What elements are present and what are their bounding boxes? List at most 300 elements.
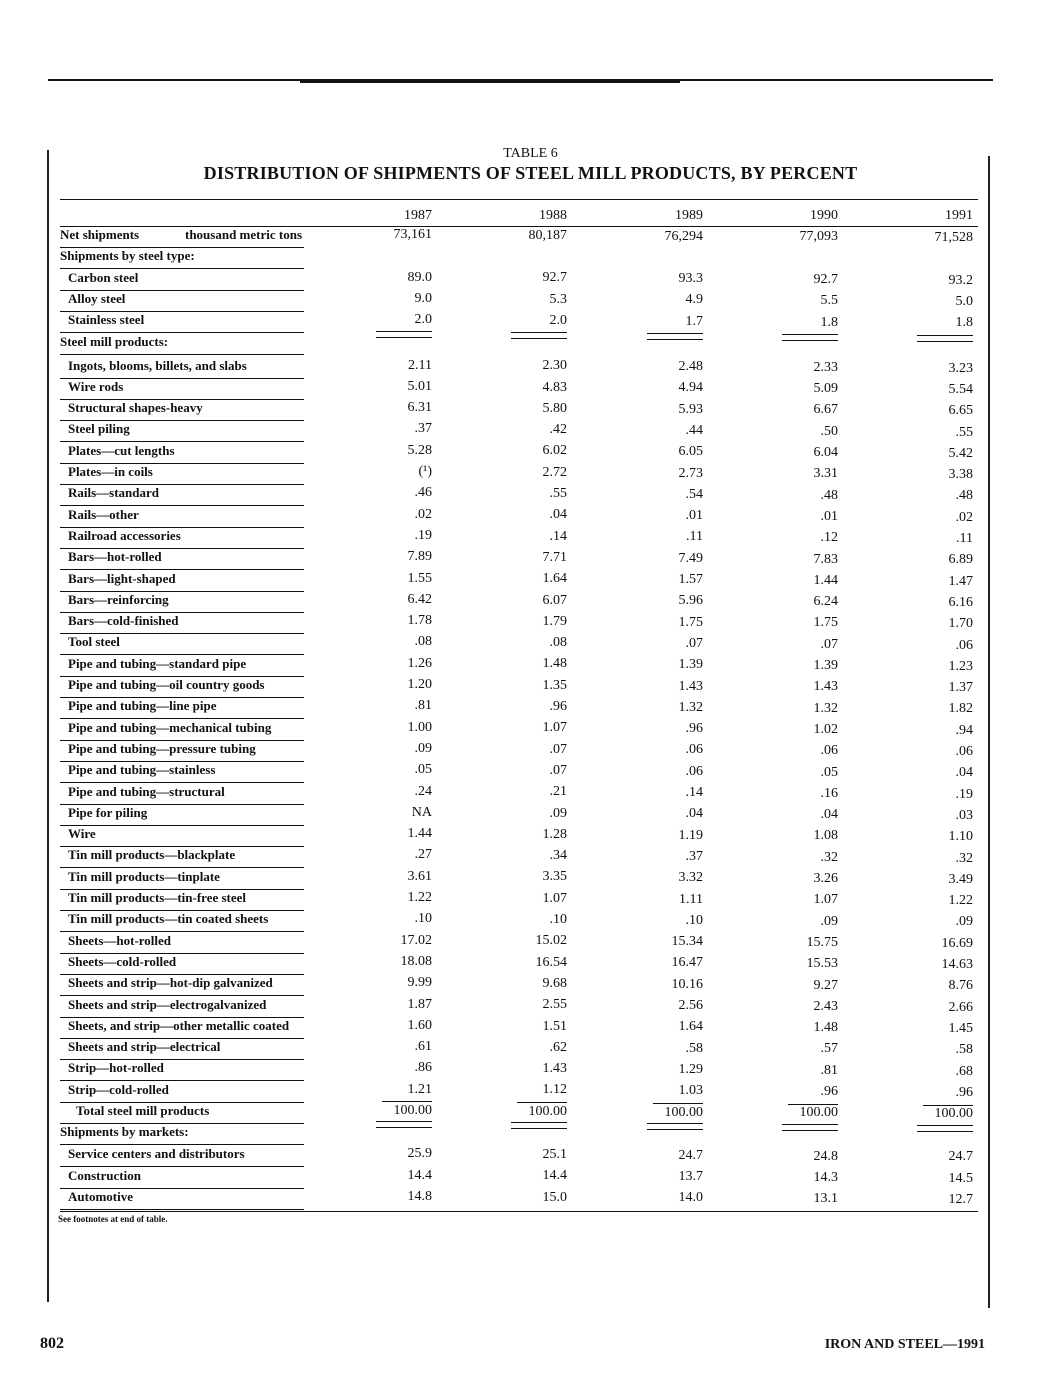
- cell-value: 100.00: [664, 1104, 703, 1120]
- cell-value: .48: [820, 487, 838, 503]
- cell-value: 7.71: [542, 549, 567, 565]
- cell-value: .94: [955, 722, 973, 738]
- cell-value: 6.04: [813, 445, 838, 461]
- cell-value: 9.0: [414, 290, 432, 306]
- top-rule-accent: [300, 81, 680, 83]
- cell-value: 1.64: [678, 1019, 703, 1035]
- cell-value: 100.00: [799, 1105, 838, 1121]
- table-row: [0, 741, 1061, 762]
- page-number: 802: [40, 1335, 64, 1352]
- cell-value: 4.9: [685, 292, 703, 308]
- table-row: [0, 698, 1061, 719]
- table-row: [0, 1082, 1061, 1103]
- cell-value: 1.60: [407, 1017, 432, 1033]
- cell-value: 1.75: [813, 615, 838, 631]
- cell-value: .06: [685, 763, 703, 779]
- cell-value: 1.29: [678, 1061, 703, 1077]
- row-label: Tin mill products—tin coated sheets: [68, 911, 269, 927]
- cell-value: .05: [414, 762, 432, 778]
- cell-value: .21: [549, 784, 567, 800]
- section-heading: [0, 334, 1061, 355]
- cell-value: 1.02: [813, 721, 838, 737]
- row-label: Wire: [68, 826, 96, 842]
- cell-value: 12.7: [948, 1192, 973, 1208]
- cell-value: 5.5: [820, 293, 838, 309]
- row-label: Strip—hot-rolled: [68, 1060, 164, 1076]
- table-row: [0, 358, 1061, 379]
- cell-value: 1.45: [948, 1020, 973, 1036]
- cell-value: 5.42: [948, 445, 973, 461]
- cell-value: .58: [685, 1040, 703, 1056]
- table-row: [0, 720, 1061, 741]
- row-label: Railroad accessories: [68, 527, 181, 543]
- row-label: Pipe and tubing—oil country goods: [68, 677, 265, 692]
- table-row: [0, 1060, 1061, 1081]
- cell-value: 2.56: [678, 998, 703, 1014]
- cell-value: 9.99: [407, 975, 432, 991]
- cell-value: .55: [955, 424, 973, 440]
- cell-value: 6.89: [948, 552, 973, 568]
- cell-value: .48: [955, 488, 973, 504]
- row-rule: [60, 1144, 304, 1145]
- cell-value: 6.42: [407, 591, 432, 607]
- row-label: Tin mill products—blackplate: [68, 847, 236, 863]
- total-row: [0, 1103, 1061, 1124]
- cell-value: .08: [549, 635, 567, 651]
- cell-value: 71,528: [934, 230, 973, 246]
- cell-value: 1.21: [407, 1081, 432, 1097]
- row-label: Shipments by markets:: [60, 1124, 189, 1140]
- cell-value: 3.31: [813, 466, 838, 482]
- cell-value: .12: [820, 530, 838, 546]
- cell-value: 14.4: [407, 1167, 432, 1183]
- row-label: Pipe for piling: [68, 804, 148, 820]
- cell-value: 1.37: [948, 680, 973, 696]
- table-row: [0, 613, 1061, 634]
- cell-value: .08: [414, 634, 432, 650]
- cell-value: .09: [955, 914, 973, 930]
- cell-value: .04: [549, 507, 567, 523]
- footnote: See footnotes at end of table.: [58, 1214, 168, 1224]
- cell-value: 1.35: [542, 677, 567, 693]
- cell-value: .42: [549, 422, 567, 438]
- cell-value: .04: [685, 806, 703, 822]
- table-row: [0, 677, 1061, 698]
- cell-value: .24: [414, 783, 432, 799]
- row-label: Tool steel: [68, 634, 120, 650]
- table-row: [0, 571, 1061, 592]
- cell-value: 7.89: [407, 549, 432, 565]
- cell-value: .37: [685, 848, 703, 864]
- cell-value: .37: [414, 421, 432, 437]
- cell-value: 1.8: [955, 315, 973, 331]
- cell-value: 13.1: [813, 1191, 838, 1207]
- cell-value: 14.3: [813, 1169, 838, 1185]
- cell-value: 2.55: [542, 997, 567, 1013]
- row-label: Tin mill products—tin-free steel: [68, 890, 247, 905]
- cell-value: 100.00: [393, 1103, 432, 1118]
- unit-label: thousand metric tons: [185, 227, 303, 242]
- cell-value: 5.80: [542, 400, 567, 416]
- row-label: Steel piling: [68, 421, 130, 437]
- cell-value: 1.51: [542, 1018, 567, 1034]
- row-label: Net shipments: [60, 227, 140, 242]
- table-row: [0, 312, 1061, 333]
- table-title: DISTRIBUTION OF SHIPMENTS OF STEEL MILL PRODUCTS, BY PERCENT: [203, 163, 858, 183]
- year-header: 1989: [675, 208, 703, 223]
- cell-value: .06: [955, 637, 973, 653]
- table-row: [0, 869, 1061, 890]
- cell-value: .46: [414, 485, 432, 501]
- cell-value: .01: [820, 508, 838, 524]
- cell-value: .16: [820, 785, 838, 801]
- cell-value: 1.64: [542, 571, 567, 587]
- cell-value: 6.02: [542, 443, 567, 459]
- cell-value: .07: [549, 762, 567, 778]
- subtotal-rule: [382, 1101, 432, 1102]
- cell-value: 24.8: [813, 1148, 838, 1164]
- table-row: [0, 507, 1061, 528]
- cell-value: 2.11: [408, 357, 432, 373]
- cell-value: .81: [414, 698, 432, 714]
- cell-value: 1.32: [813, 700, 838, 716]
- table-row: [0, 1168, 1061, 1189]
- cell-value: .32: [820, 849, 838, 865]
- row-label: Automotive: [68, 1188, 133, 1204]
- table-row: [0, 1039, 1061, 1060]
- cell-value: 4.94: [678, 380, 703, 396]
- cell-value: 2.73: [678, 465, 703, 481]
- row-label: Sheets—cold-rolled: [68, 953, 177, 969]
- cell-value: 5.93: [678, 401, 703, 417]
- cell-value: (¹): [418, 464, 432, 479]
- cell-value: 1.03: [678, 1083, 703, 1099]
- cell-value: 1.87: [407, 996, 432, 1012]
- cell-value: 1.00: [407, 719, 432, 735]
- year-header: 1988: [539, 208, 567, 223]
- cell-value: 6.67: [813, 402, 838, 418]
- table-row: [0, 634, 1061, 655]
- net-shipments-row: [0, 227, 1061, 248]
- table-row: [0, 784, 1061, 805]
- cell-value: 3.35: [542, 869, 567, 885]
- row-label: Pipe and tubing—pressure tubing: [68, 740, 256, 756]
- cell-value: 1.79: [542, 613, 567, 629]
- cell-value: .19: [414, 527, 432, 543]
- cell-value: 15.02: [535, 933, 567, 949]
- cell-value: 16.54: [535, 954, 567, 970]
- cell-value: .32: [955, 850, 973, 866]
- cell-value: 1.10: [948, 829, 973, 845]
- cell-value: 14.0: [678, 1190, 703, 1206]
- cell-value: 2.72: [542, 464, 567, 480]
- cell-value: .02: [955, 509, 973, 525]
- cell-value: 1.8: [820, 314, 838, 330]
- cell-value: 1.07: [542, 890, 567, 906]
- cell-value: 1.43: [542, 1061, 567, 1077]
- cell-value: 15.34: [671, 934, 703, 950]
- table-row: [0, 379, 1061, 400]
- cell-value: 1.39: [813, 658, 838, 674]
- cell-value: .02: [414, 506, 432, 522]
- cell-value: 7.49: [678, 550, 703, 566]
- row-label: Sheets and strip—electrical: [68, 1039, 221, 1055]
- cell-value: 1.44: [813, 572, 838, 588]
- cell-value: .10: [414, 911, 432, 927]
- row-label: Alloy steel: [68, 290, 126, 306]
- cell-value: 1.07: [542, 720, 567, 736]
- table-row: [0, 549, 1061, 570]
- cell-value: 2.43: [813, 998, 838, 1014]
- row-label: Carbon steel: [68, 269, 139, 285]
- cell-value: 9.68: [542, 975, 567, 991]
- row-label: Pipe and tubing—mechanical tubing: [68, 719, 272, 735]
- cell-value: 1.28: [542, 826, 567, 842]
- row-label: Rails—standard: [68, 485, 160, 501]
- cell-value: 1.22: [407, 890, 432, 905]
- row-label: Sheets and strip—hot-dip galvanized: [68, 975, 273, 991]
- row-label: Stainless steel: [68, 312, 145, 328]
- cell-value: .57: [820, 1041, 838, 1057]
- cell-value: 6.16: [948, 594, 973, 610]
- row-label: Tin mill products—tinplate: [68, 868, 220, 884]
- cell-value: 1.43: [678, 678, 703, 694]
- cell-value: 5.28: [407, 442, 432, 458]
- row-label: Bars—cold-finished: [68, 613, 179, 629]
- cell-value: .09: [549, 805, 567, 821]
- table-row: [0, 1018, 1061, 1039]
- row-label: Pipe and tubing—line pipe: [68, 698, 217, 714]
- cell-value: 1.32: [678, 699, 703, 715]
- row-label: Sheets and strip—electrogalvanized: [68, 996, 267, 1012]
- section-heading: [0, 1124, 1061, 1145]
- cell-value: .06: [685, 742, 703, 758]
- cell-value: 6.07: [542, 592, 567, 608]
- cell-value: 5.96: [678, 593, 703, 609]
- table-row: [0, 1146, 1061, 1167]
- cell-value: .68: [955, 1063, 973, 1079]
- cell-value: 5.0: [955, 294, 973, 310]
- cell-value: 13.7: [678, 1169, 703, 1185]
- row-label: Bars—reinforcing: [68, 591, 169, 607]
- row-label: Rails—other: [68, 506, 139, 522]
- cell-value: .81: [820, 1062, 838, 1078]
- cell-value: 14.4: [542, 1168, 567, 1184]
- cell-value: 3.61: [407, 868, 432, 884]
- cell-value: 15.0: [542, 1189, 567, 1205]
- cell-value: 80,187: [528, 227, 567, 243]
- row-label: Service centers and distributors: [68, 1146, 245, 1162]
- cell-value: 1.7: [685, 313, 703, 329]
- cell-value: 16.69: [941, 935, 973, 951]
- cell-value: .96: [549, 699, 567, 715]
- cell-value: .09: [414, 740, 432, 756]
- cell-value: 1.48: [542, 656, 567, 672]
- row-label: Plates—in coils: [68, 464, 153, 479]
- cell-value: 18.08: [400, 953, 432, 969]
- table-row: [0, 954, 1061, 975]
- cell-value: 93.3: [678, 271, 703, 287]
- cell-value: 2.66: [948, 999, 973, 1015]
- cell-value: 1.19: [678, 827, 703, 843]
- cell-value: .34: [549, 848, 567, 864]
- cell-value: 5.09: [813, 381, 838, 397]
- table-row: [0, 270, 1061, 291]
- row-label: Wire rods: [68, 378, 124, 394]
- section-heading: [0, 248, 1061, 269]
- row-label: Bars—light-shaped: [68, 570, 176, 586]
- table-row: [0, 528, 1061, 549]
- cell-value: .04: [820, 807, 838, 823]
- table-row: [0, 1189, 1061, 1210]
- cell-value: .06: [820, 743, 838, 759]
- cell-value: .27: [414, 847, 432, 863]
- year-header: 1990: [810, 208, 838, 223]
- row-label: Sheets—hot-rolled: [68, 932, 172, 948]
- cell-value: 3.32: [678, 870, 703, 886]
- cell-value: .03: [955, 807, 973, 823]
- cell-value: .14: [549, 528, 567, 544]
- cell-value: 73,161: [393, 227, 432, 242]
- cell-value: 14.8: [407, 1188, 432, 1204]
- cell-value: 5.3: [549, 291, 567, 307]
- cell-value: .05: [820, 764, 838, 780]
- cell-value: 6.65: [948, 403, 973, 419]
- cell-value: .58: [955, 1042, 973, 1058]
- cell-value: 3.23: [948, 360, 973, 376]
- cell-value: 1.22: [948, 893, 973, 909]
- running-footer: IRON AND STEEL—1991: [824, 1337, 985, 1352]
- cell-value: 4.83: [542, 379, 567, 395]
- cell-value: .07: [685, 635, 703, 651]
- cell-value: 2.0: [414, 312, 432, 328]
- cell-value: 100.00: [528, 1103, 567, 1119]
- cell-value: 1.78: [407, 613, 432, 629]
- row-label: Sheets, and strip—other metallic coated: [68, 1017, 290, 1033]
- cell-value: 1.70: [948, 616, 973, 632]
- cell-value: 14.5: [948, 1170, 973, 1186]
- table-row: [0, 656, 1061, 677]
- header-top-rule: [60, 199, 978, 200]
- row-label: Shipments by steel type:: [60, 248, 195, 264]
- cell-value: 1.48: [813, 1020, 838, 1036]
- cell-value: 1.44: [407, 826, 432, 842]
- table-row: [0, 805, 1061, 826]
- cell-value: 1.23: [948, 658, 973, 674]
- cell-value: .10: [685, 912, 703, 928]
- cell-value: .54: [685, 486, 703, 502]
- cell-value: 5.01: [407, 378, 432, 394]
- table-row: [0, 847, 1061, 868]
- cell-value: 16.47: [671, 955, 703, 971]
- table-row: [0, 997, 1061, 1018]
- cell-value: 1.08: [813, 828, 838, 844]
- cell-value: 76,294: [664, 228, 703, 244]
- cell-value: 6.31: [407, 400, 432, 416]
- table-row: [0, 975, 1061, 996]
- table-row: [0, 400, 1061, 421]
- cell-value: .07: [549, 741, 567, 757]
- cell-value: 8.76: [948, 978, 973, 994]
- cell-value: 24.7: [948, 1149, 973, 1165]
- cell-value: 1.26: [407, 655, 432, 671]
- cell-value: .06: [955, 744, 973, 760]
- cell-value: 1.43: [813, 679, 838, 695]
- cell-value: 3.38: [948, 467, 973, 483]
- cell-value: 14.63: [941, 957, 973, 973]
- table-row: [0, 933, 1061, 954]
- cell-value: .44: [685, 422, 703, 438]
- table-row: [0, 890, 1061, 911]
- cell-value: 92.7: [542, 270, 567, 286]
- row-label: Total steel mill products: [76, 1103, 210, 1118]
- row-rule: [60, 1209, 304, 1210]
- cell-value: 1.11: [679, 891, 703, 907]
- cell-value: 15.75: [806, 934, 838, 950]
- cell-value: 1.39: [678, 657, 703, 673]
- cell-value: 1.20: [407, 677, 432, 692]
- cell-value: .62: [549, 1039, 567, 1055]
- table-row: [0, 762, 1061, 783]
- cell-value: 2.48: [678, 359, 703, 375]
- cell-value: .86: [414, 1060, 432, 1076]
- cell-value: 1.82: [948, 701, 973, 717]
- cell-value: 93.2: [948, 272, 973, 288]
- cell-value: 92.7: [813, 271, 838, 287]
- cell-value: .55: [549, 486, 567, 502]
- cell-value: 7.83: [813, 551, 838, 567]
- cell-value: .01: [685, 508, 703, 524]
- cell-value: .50: [820, 423, 838, 439]
- cell-value: .96: [685, 721, 703, 737]
- cell-value: 100.00: [934, 1106, 973, 1122]
- cell-value: 25.1: [542, 1147, 567, 1163]
- cell-value: 1.47: [948, 573, 973, 589]
- cell-value: 2.33: [813, 359, 838, 375]
- cell-value: 5.54: [948, 381, 973, 397]
- row-label: Strip—cold-rolled: [68, 1081, 169, 1097]
- table-row: [0, 443, 1061, 464]
- row-label: Pipe and tubing—standard pipe: [68, 655, 247, 671]
- row-label: Plates—cut lengths: [68, 442, 175, 458]
- cell-value: 25.9: [407, 1146, 432, 1162]
- cell-value: 1.07: [813, 892, 838, 908]
- cell-value: .07: [820, 636, 838, 652]
- row-label: Structural shapes-heavy: [68, 400, 203, 416]
- cell-value: .09: [820, 913, 838, 929]
- cell-value: 1.57: [678, 572, 703, 588]
- table-row: [0, 826, 1061, 847]
- cell-value: 6.05: [678, 444, 703, 460]
- cell-value: .11: [686, 529, 703, 545]
- cell-value: 1.12: [542, 1082, 567, 1098]
- cell-value: 9.27: [813, 977, 838, 993]
- table-row: [0, 911, 1061, 932]
- cell-value: 2.0: [549, 312, 567, 328]
- row-label: Ingots, blooms, billets, and slabs: [68, 357, 247, 373]
- table-row: [0, 464, 1061, 485]
- cell-value: 3.26: [813, 871, 838, 887]
- cell-value: 1.55: [407, 570, 432, 586]
- row-label: Bars—hot-rolled: [68, 549, 162, 565]
- table-row: [0, 485, 1061, 506]
- row-label: Construction: [68, 1167, 141, 1183]
- cell-value: .96: [820, 1084, 838, 1100]
- table-bottom-rule: [60, 1211, 978, 1212]
- row-label: Steel mill products:: [60, 333, 169, 349]
- table-row: [0, 291, 1061, 312]
- cell-value: 3.49: [948, 871, 973, 887]
